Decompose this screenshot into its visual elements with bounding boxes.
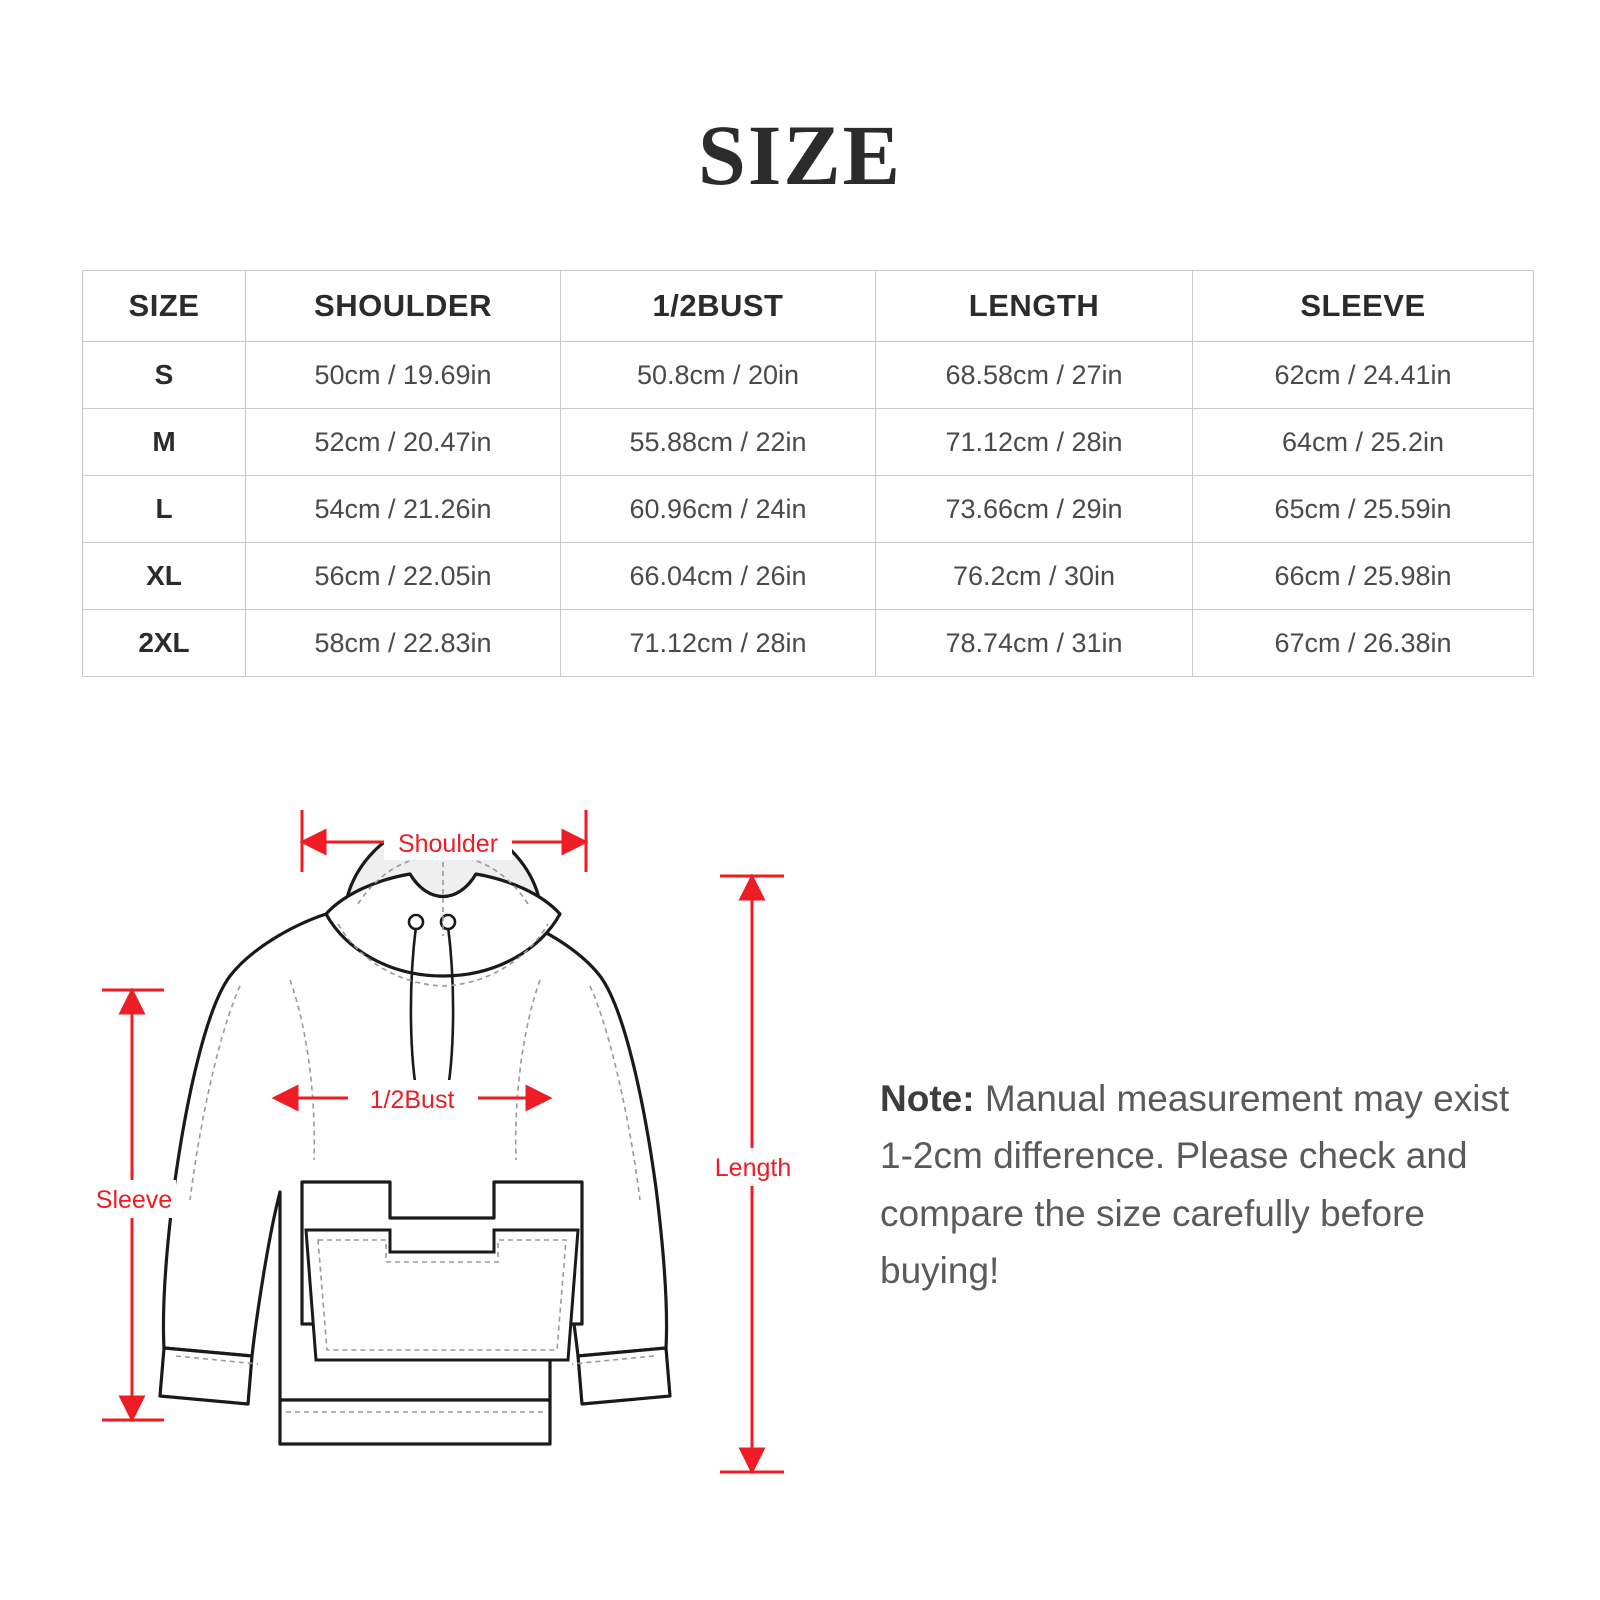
cell-size: L (83, 476, 246, 543)
column-header-sleeve: SLEEVE (1193, 271, 1534, 342)
cell-length: 73.66cm / 29in (876, 476, 1193, 543)
cell-shoulder: 56cm / 22.05in (246, 543, 561, 610)
garment-diagram (90, 800, 830, 1500)
size-chart-table (82, 270, 1534, 677)
cell-size: XL (83, 543, 246, 610)
bust-label: 1/2Bust (369, 1086, 455, 1114)
cell-bust: 66.04cm / 26in (561, 543, 876, 610)
table-row (83, 476, 1534, 543)
table-row (83, 610, 1534, 677)
cell-shoulder: 52cm / 20.47in (246, 409, 561, 476)
table-row (83, 543, 1534, 610)
length-label: Length (714, 1154, 792, 1182)
cell-length: 78.74cm / 31in (876, 610, 1193, 677)
cell-bust: 60.96cm / 24in (561, 476, 876, 543)
note-text: Manual measurement may exist 1-2cm difference. Please check and compare the size carefully before buying! (880, 1078, 1510, 1292)
cell-length: 68.58cm / 27in (876, 342, 1193, 409)
page-title: SIZE (697, 107, 903, 203)
cell-size: 2XL (83, 610, 246, 677)
cell-size: M (83, 409, 246, 476)
cell-sleeve: 65cm / 25.59in (1193, 476, 1534, 543)
shoulder-label: Shoulder (397, 830, 499, 858)
table-row (83, 409, 1534, 476)
measurement-note (880, 1070, 1520, 1299)
cell-size: S (83, 342, 246, 409)
column-header-size: SIZE (83, 271, 246, 342)
cell-length: 76.2cm / 30in (876, 543, 1193, 610)
cell-bust: 50.8cm / 20in (561, 342, 876, 409)
cell-bust: 71.12cm / 28in (561, 610, 876, 677)
cell-sleeve: 64cm / 25.2in (1193, 409, 1534, 476)
sleeve-label: Sleeve (95, 1186, 173, 1214)
cell-sleeve: 66cm / 25.98in (1193, 543, 1534, 610)
cell-shoulder: 54cm / 21.26in (246, 476, 561, 543)
cell-sleeve: 62cm / 24.41in (1193, 342, 1534, 409)
cell-bust: 55.88cm / 22in (561, 409, 876, 476)
cell-shoulder: 50cm / 19.69in (246, 342, 561, 409)
table-row (83, 342, 1534, 409)
column-header-shoulder: SHOULDER (246, 271, 561, 342)
column-header-length: LENGTH (876, 271, 1193, 342)
cell-length: 71.12cm / 28in (876, 409, 1193, 476)
table-header-row (83, 271, 1534, 342)
column-header-bust: 1/2BUST (561, 271, 876, 342)
cell-sleeve: 67cm / 26.38in (1193, 610, 1534, 677)
note-label: Note: (880, 1078, 975, 1119)
cell-shoulder: 58cm / 22.83in (246, 610, 561, 677)
